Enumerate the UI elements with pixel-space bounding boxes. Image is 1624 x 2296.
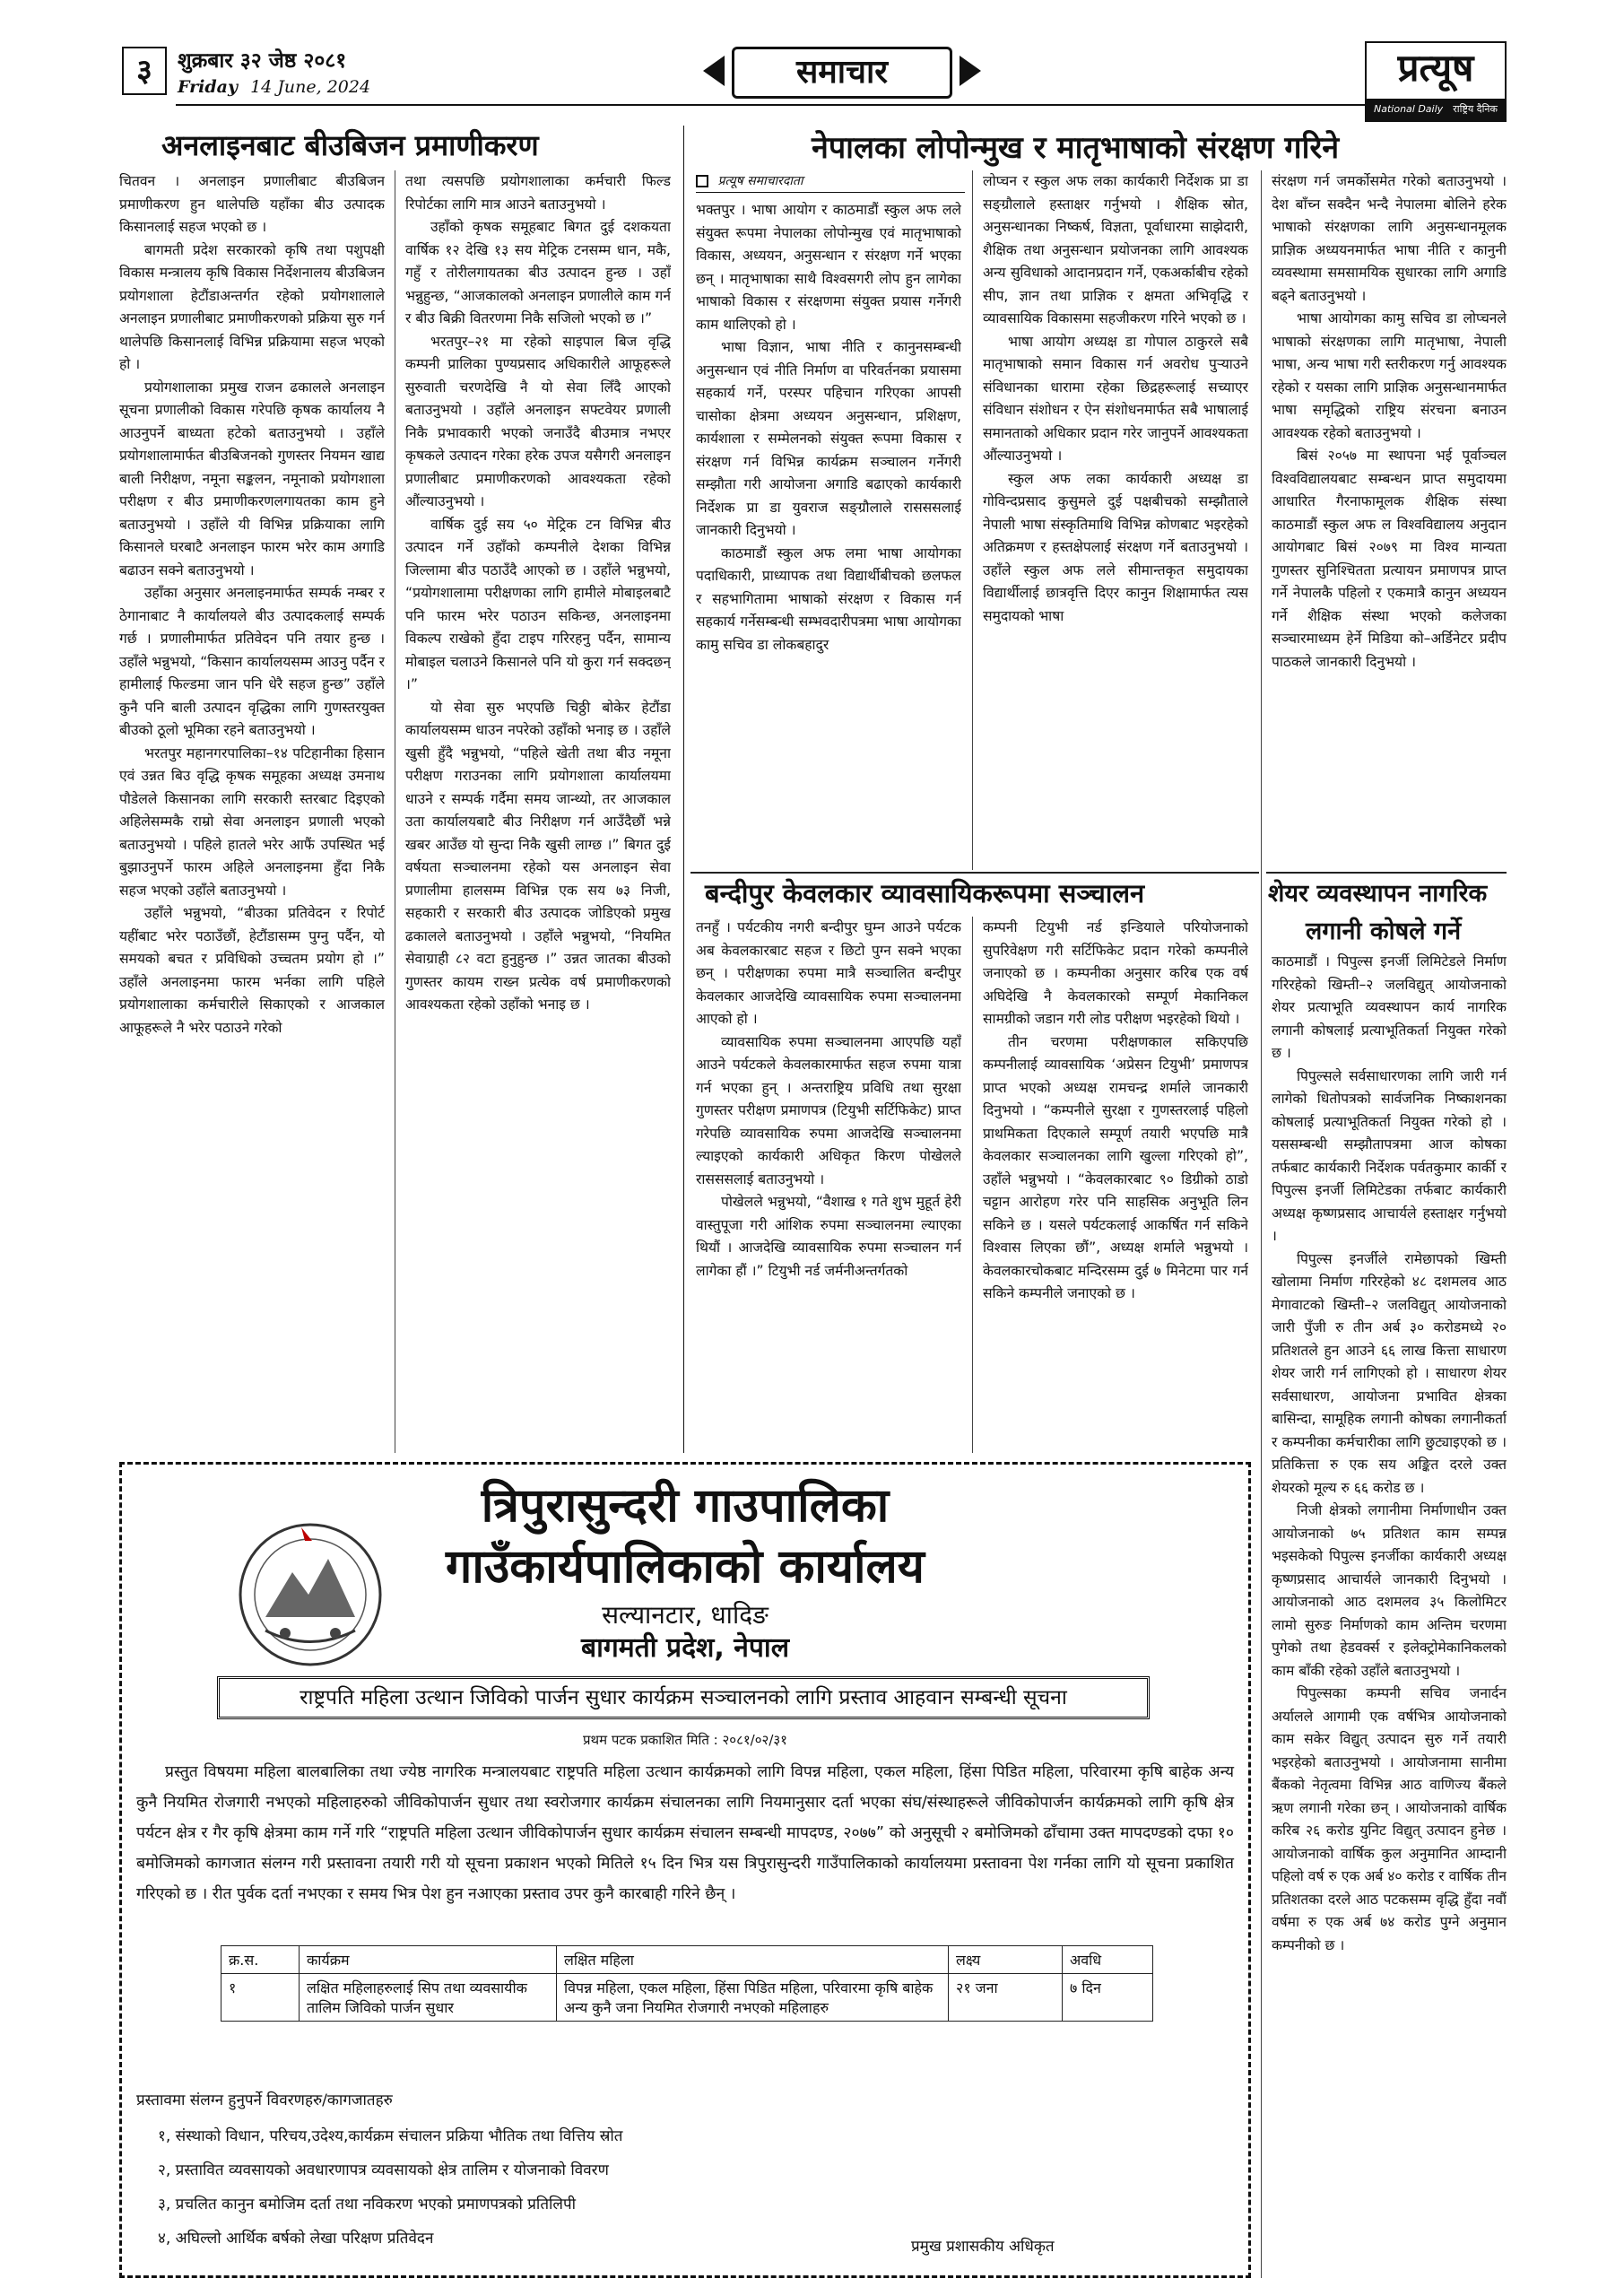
article2-paragraph: काठमाडौं स्कुल अफ लमा भाषा आयोगका पदाधिकारी, प्राध्यापक तथा विद्यार्थीबीचको छलफल र सहभागितामा भाषाको संरक्षण र विकास गर्न सहकार्य गर्नेसम्बन्धी सम्भवदारीपत्रमा भाषा आयोगका कामु सचिव डा लोकबहादुर xyxy=(696,544,961,653)
article2-headline: नेपालका लोपोन्मुख र मातृभाषाको संरक्षण गरिने xyxy=(812,130,1340,166)
table-header-row xyxy=(221,1946,1153,1974)
logo-sub-left: National Daily xyxy=(1374,103,1444,115)
article2-col2 xyxy=(983,170,1248,868)
article3-paragraph: तनहुँ । पर्यटकीय नगरी बन्दीपुर घुम्न आउने पर्यटक अब केवलकारबाट सहज र छिटो पुग्न सक्ने भएका छन् । परीक्षणका रुपमा मात्रै सञ्चालित बन्दीपुर केवलकार आजदेखि व्यावसायिक रुपमा सञ्चालनमा आएको हो । xyxy=(696,919,961,1027)
notice-list-title: प्रस्तावमा संलग्न हुनुपर्ने विवरणहरु/कागजातहरु xyxy=(136,2092,393,2109)
article1-paragraph: वार्षिक दुई सय ५० मेट्रिक टन विभिन्न बीउ उत्पादन गर्ने उहाँको कम्पनीले देशका विभिन्न जिल्लामा बीउ पठाउँदै आएको छ । उहाँले भन्नुभयो, “प्रयोगशालामा परीक्षणका लागि हामीले मोबाइलबाटै पनि फारम भरेर पठाउन सकिन्छ, अनलाइनमा विकल्प राखेको हुँदा टाइप गरिरहनु पर्दैन, सामान्य मोबाइल चलाउने किसानले पनि यो कुरा गर्न सक्दछन् ।” xyxy=(405,516,671,692)
notice-address1: सल्यानटार, धादिङ xyxy=(602,1600,769,1630)
article2-paragraph: बिसं २०५७ मा स्थापना भई पूर्वाञ्चल विश्वविद्यालयबाट सम्बन्धन प्राप्त समुदायमा आधारित गैरनाफामूलक शैक्षिक संस्था काठमाडौं स्कुल अफ ल विश्वविद्यालय अनुदान आयोगबाट बिसं २०७९ मा विश्व मान्यता गुणस्तर सुनिश्चितता प्रत्यायन प्रमाणपत्र प्राप्त गर्ने नेपालकै पहिलो र एकमात्रै कानुन अध्ययन गर्ने शैक्षिक संस्था भएको कलेजका सञ्चारमाध्यम हेर्ने मिडिया को–अर्डिनेटर प्रदीप पाठकले जानकारी दिनुभयो । xyxy=(1272,448,1507,670)
article3-col2 xyxy=(983,917,1248,1455)
article4-paragraph: काठमाडौं । पिपुल्स इनर्जी लिमिटेडले निर्माण गरिरहेको खिम्ती–२ जलविद्युत् आयोजनाको शेयर प्रत्याभूति व्यवस्थापन कार्य नागरिक लगानी कोषलाई प्रत्याभूतिकर्ता नियुक्त गरेको छ । xyxy=(1272,953,1507,1061)
notice-list xyxy=(158,2119,623,2256)
list-item: २, प्रस्तावित व्यवसायको अवधारणापत्र व्यवसायको क्षेत्र तालिम र योजनाको विवरण xyxy=(158,2161,609,2179)
article4-paragraph: पिपुल्सले सर्वसाधारणका लागि जारी गर्न लागेको धितोपत्रको सार्वजनिक निष्काशनका कोषलाई प्रत्याभूतिकर्ता नियुक्त गरेको हो । यससम्बन्धी सम्झौतापत्रमा आज कोषका तर्फबाट कार्यकारी निर्देशक पर्वतकुमार कार्की र पिपुल्स इनर्जी लिमिटेडका तर्फबाट कार्यकारी अध्यक्ष कृष्णप्रसाद आचार्यले हस्ताक्षर गर्नुभयो । xyxy=(1272,1067,1507,1244)
article2-byline xyxy=(696,172,803,189)
article1-paragraph: यो सेवा सुरु भएपछि चिठ्ठी बोकेर हेटौंडा कार्यालयसम्म धाउन नपरेको उहाँको भनाइ छ । उहाँले खुसी हुँदै भन्नुभयो, “पहिले खेती तथा बीउ नमूना परीक्षण गराउनका लागि प्रयोगशाला कार्यालयमा धाउने र सम्पर्क गर्दैमा समय जान्थ्यो, तर आजकाल उता कार्यालयबाटै बीउ निरीक्षण गर्न आउँदैछौं भन्ने खबर आउँछ यो सुन्दा निकै खुसी लाग्छ ।” बिगत दुई वर्षयता सञ्चालनमा रहेको यस अनलाइन सेवा प्रणालीमा हालसम्म विभिन्न एक सय ७३ निजी, सहकारी र सरकारी बीउ उत्पादक जोडिएको प्रमुख ढकालले बताउनुभयो । उहाँले भन्नुभयो, “नियमित सेवाग्राही ८२ वटा हुनुहुन्छ ।” उन्नत जातका बीउको गुणस्तर कायम राख्न प्रत्येक वर्ष प्रमाणीकरणको आवश्यकता रहेको उहाँको भनाइ छ । xyxy=(405,699,671,1013)
article2-paragraph: संरक्षण गर्न जमर्कोसमेत गरेको बताउनुभयो । देश बाँच्न सक्दैन भन्दै नेपालमा बोलिने हरेक भाषाको संरक्षणका लागि अनुसन्धानमूलक प्राज्ञिक अध्ययनमार्फत भाषा नीति र कानुनी व्यवस्थामा समसामयिक सुधारका लागि अगाडि बढ्ने बताउनुभयो । xyxy=(1272,173,1507,304)
article2-paragraph: भाषा आयोग अध्यक्ष डा गोपाल ठाकुरले सबै मातृभाषाको समान विकास गर्न अवरोध पुऱ्याउने संविधानका धारामा रहेका छिद्रहरूलाई सच्याएर संविधान संशोधन र ऐन संशोधनमार्फत सबै भाषालाई समानताको अधिकार प्रदान गरेर जानुपर्ने आवश्यकता औंल्याउनुभयो । xyxy=(983,333,1248,464)
notice-body: प्रस्तुत विषयमा महिला बालबालिका तथा ज्येष्ठ नागरिक मन्त्रालयबाट राष्ट्रपति महिला उत्थान कार्यक्रमको लागि विपन्न महिला, एकल महिला, हिंसा पिडित महिला, परिवारमा कृषि बाहेक अन्य कुनै नियमित रोजगारी नभएको महिलाहरुको जीविकोपार्जन सुधार तथा स्वरोजगार कार्यक्रम संचालनका लागि नियमानुसार दर्ता भएका संघ/संस्थाहरूले जीविकोपार्जन कार्यक्रमको लागि कृषि क्षेत्र पर्यटन क्षेत्र र गैर कृषि क्षेत्रमा काम गर्ने गरि “राष्ट्रपति महिला उत्थान जीविकोपार्जन सुधार कार्यक्रम संचालन सम्बन्धी मापदण्ड, २०७७” को अनुसूची २ बमोजिमको ढाँचामा उक्त मापदण्डको दफा १० बमोजिमको कागजात संलग्न गरी प्रस्तावना तयारी गरी यो सूचना प्रकाशन भएको मितिले १५ दिन भित्र यस त्रिपुरासुन्दरी गाउँपालिकाको कार्यालयमा प्रस्तावना पेश गर्नका लागि यो सूचना प्रकाशित गरिएको छ । रीत पुर्वक दर्ता नभएका र समय भित्र पेश हुन नआएका प्रस्ताव उपर कुनै कारबाही गरिने छैन् । xyxy=(136,1763,1234,1903)
logo-sub-bar xyxy=(1367,99,1505,120)
article1-col1 xyxy=(119,170,385,1457)
article4-paragraph: पिपुल्स इनर्जीले रामेछापको खिम्ती खोलामा निर्माण गरिरहेको ४८ दशमलव आठ मेगावाटको खिम्ती–२ जलविद्युत् आयोजनाको जारी पुँजी रु तीन अर्ब ३० करोडमध्ये २० प्रतिशतले हुन आउने ६६ लाख कित्ता साधारण शेयर जारी गर्न लागिएको हो । साधारण शेयर सर्वसाधारण, आयोजना प्रभावित क्षेत्रका बासिन्दा, सामूहिक लगानी कोषका लगानीकर्ता र कम्पनीका कर्मचारीका लागि छुट्याइएको छ । प्रतिकित्ता रु एक सय अङ्कित दरले उक्त शेयरको मूल्य रु ६६ करोड छ । xyxy=(1272,1250,1507,1496)
article2-col1 xyxy=(696,199,961,867)
column-divider xyxy=(972,170,973,870)
table-cell: १ xyxy=(221,1974,300,2022)
article3-paragraph: व्यावसायिक रुपमा सञ्चालनमा आएपछि यहाँ आउने पर्यटकले केवलकारमार्फत सहज रुपमा यात्रा गर्न भएका हुन् । अन्तराष्ट्रिय प्रविधि तथा सुरक्षा गुणस्तर परीक्षण प्रमाणपत्र (टियुभी सर्टिफिकेट) प्राप्त गरेपछि व्यावसायिक रुपमा आजदेखि सञ्चालनमा ल्याइएको कार्यकारी अधिकृत किरण पोखेलले रासससलाई बताउनुभयो । xyxy=(696,1033,961,1187)
article1-paragraph: उहाँले भन्नुभयो, “बीउका प्रतिवेदन र रिपोर्ट यहींबाट भरेर पठाउँछौं, हेटौंडासम्म पुग्नु पर्दैन, यो समयको बचत र प्रविधिको उच्चतम प्रयोग हो ।” उहाँले अनलाइनमा फारम भर्नका लागि पहिले प्रयोगशालाका कर्मचारीले सिकाएको र आजकाल आफूहरूले नै भरेर पठाउने गरेको xyxy=(119,905,385,1036)
section-label xyxy=(732,47,952,99)
list-item: १, संस्थाको विधान, परिचय,उदेश्य,कार्यक्रम संचालन प्रक्रिया भौतिक तथा वित्तिय स्रोत xyxy=(158,2127,623,2145)
article1-paragraph: प्रयोगशालाका प्रमुख राजन ढकालले अनलाइन सूचना प्रणालीको विकास गरेपछि कृषक कार्यालय नै आउनुपर्ने बाध्यता हटेको बताउनुभयो । उहाँले प्रयोगशालामार्फत बीउबिजनको गुणस्तर नियमन खाद्य बाली निरीक्षण, नमूना सङ्कलन, नमूनाको प्रयोगशाला परीक्षण र बीउ प्रमाणीकरणलगायतका काम हुने बताउनुभयो । उहाँले यी विभिन्न प्रक्रियाका लागि किसानले घरबाटै अनलाइन फारम भरेर काम अगाडि बढाउन सक्ने बताउनुभयो । xyxy=(119,378,385,578)
article2-paragraph: लोप्चन र स्कुल अफ लका कार्यकारी निर्देशक प्रा डा सङ्ग्रौलाले हस्ताक्षर गर्नुभयो । शैक्षिक स्रोत, अनुसन्धानका निष्कर्ष, विज्ञता, पूर्वाधारमा साझेदारी, शैक्षिक तथा अनुसन्धान प्रयोजनका लागि आवश्यक अन्य सुविधाको आदानप्रदान गर्ने, एकअर्काबीच रहेको सीप, ज्ञान तथा प्राज्ञिक र क्षमता अभिवृद्धि र व्यावसायिक विकासमा सहजीकरण गरिने भएको छ । xyxy=(983,173,1248,326)
article4-headline-line1: शेयर व्यवस्थापन नागरिक xyxy=(1268,880,1488,908)
byline-box-icon xyxy=(696,175,708,187)
article1-paragraph: बागमती प्रदेश सरकारको कृषि तथा पशुपक्षी विकास मन्त्रालय कृषि विकास निर्देशनालय बीउबिजन प्रयोगशाला हेटौंडाअन्तर्गत रहेको प्रयोगशालाले अनलाइन प्रणालीबाट प्रमाणीकरणको प्रक्रिया सुरु गर्न थालेपछि किसानलाई विभिन्न प्रक्रियामा सहज भएको हो । xyxy=(119,241,385,372)
date-english-day: Friday xyxy=(178,77,239,97)
page-number: ३ xyxy=(136,53,152,89)
article4-paragraph: निजी क्षेत्रको लगानीमा निर्माणाधीन उक्त आयोजनाको ७५ प्रतिशत काम सम्पन्न भइसकेको पिपुल्स इनर्जीका कार्यकारी अध्यक्ष कृष्णप्रसाद आचार्यले जानकारी दिनुभयो । आयोजनाको आठ दशमलव ३५ किलोमिटर लामो सुरुङ निर्माणको काम अन्तिम चरणमा पुगेको तथा हेडवर्क्स र इलेक्ट्रोमेकानिकलको काम बाँकी रहेको उहाँले बताउनुभयो । xyxy=(1272,1502,1507,1679)
table-row xyxy=(221,1974,1153,2022)
article4-paragraph: पिपुल्सका कम्पनी सचिव जनार्दन अर्यालले आगामी एक वर्षभित्र आयोजनाको काम सकेर विद्युत् उत्पादन सुरु गर्ने तयारी भइरहेको बताउनुभयो । आयोजनामा सानीमा बैंकको नेतृत्वमा विभिन्न आठ वाणिज्य बैंकले ऋण लगानी गरेका छन् । आयोजनाको वार्षिक करिब २६ करोड युनिट विद्युत् उत्पादन हुनेछ । आयोजनाको वार्षिक कुल अनुमानित आम्दानी पहिलो वर्ष रु एक अर्ब ४० करोड र वार्षिक तीन प्रतिशतका दरले आठ पटकसम्म वृद्धि हुँदा नवौं वर्षमा रु एक अर्ब ७४ करोड पुग्ने अनुमान कम्पनीको छ । xyxy=(1272,1685,1507,1953)
article2-paragraph: स्कुल अफ लका कार्यकारी अध्यक्ष डा गोविन्दप्रसाद कुसुमले दुई पक्षबीचको सम्झौताले नेपाली भाषा संस्कृतिमाथि विभिन्न कोणबाट भइरहेको अतिक्रमण र हस्तक्षेपलाई संरक्षण गर्ने बताउनुभयो । उहाँले स्कुल अफ लले सीमान्तकृत समुदायका विद्यार्थीलाई छात्रवृत्ति दिएर कानुन शिक्षामार्फत त्यस समुदायको भाषा xyxy=(983,470,1248,624)
article3-headline: बन्दीपुर केवलकार व्यावसायिकरूपमा सञ्चालन xyxy=(705,878,1145,909)
article2-paragraph: भक्तपुर । भाषा आयोग र काठमाडौं स्कुल अफ लले संयुक्त रूपमा नेपालका लोपोन्मुख एवं मातृभाषाको विकास, अध्ययन, अनुसन्धान र संरक्षण गर्ने भएका छन् । मातृभाषाका साथै विश्वसगरी लोप हुन लागेका भाषाको विकास र संरक्षणमा संयुक्त प्रयास गर्नेगरी काम थालिएको हो । xyxy=(696,202,961,333)
article1-paragraph: तथा त्यसपछि प्रयोगशालाका कर्मचारी फिल्ड रिपोर्टका लागि मात्र आउने बताउनुभयो । xyxy=(405,173,671,213)
column-divider xyxy=(683,126,684,1453)
article3-top-rule xyxy=(690,872,1259,874)
notice-box xyxy=(119,1462,1251,2278)
notice-title1: त्रिपुरासुन्दरी गाउपालिका xyxy=(481,1479,890,1533)
notice-subject-box xyxy=(217,1676,1150,1719)
notice-table xyxy=(221,1945,1153,2022)
logo-text: प्रत्यूष xyxy=(1397,46,1474,90)
notice-title2: गाउँकार्यपालिकाको कार्यालय xyxy=(446,1540,925,1594)
article1-col2 xyxy=(405,170,671,1457)
date-english-value: 14 June, 2024 xyxy=(250,77,371,97)
article3-paragraph: कम्पनी टियुभी नर्ड इन्डियाले परियोजनाको सुपरिवेक्षण गरी सर्टिफिकेट प्रदान गरेको कम्पनीले जनाएको छ । कम्पनीका अनुसार करिब एक वर्ष अघिदेखि नै केवलकारको सम्पूर्ण मेकानिकल सामग्रीको जडान गरी लोड परीक्षण भइरहेको थियो । xyxy=(983,919,1248,1027)
table-cell: विपन्न महिला, एकल महिला, हिंसा पिडित महिला, परिवारमा कृषि बाहेक अन्य कुनै जना नियमित रोजगारी नभएको महिलाहरु xyxy=(557,1974,949,2022)
date-nepali: शुक्रबार ३२ जेष्ठ २०८१ xyxy=(178,49,347,73)
logo xyxy=(1365,41,1507,122)
article1-paragraph: भरतपुर महानगरपालिका–१४ पटिहानीका हिसान एवं उन्नत बिउ वृद्धि कृषक समूहका अध्यक्ष उमनाथ पौडेलले किसानका लागि सरकारी स्तरबाट दिइएको अहिलेसम्मकै राम्रो सेवा अनलाइन प्रणाली भएको बताउनुभयो । पहिले हातले भरेर आफैं उपस्थित भई बुझाउनुपर्ने फारम अहिले अनलाइनमा हुँदा निकै सहज भएको उहाँले बताउनुभयो । xyxy=(119,744,385,899)
article2-col3 xyxy=(1272,170,1507,863)
column-divider xyxy=(1261,170,1262,2278)
date-english xyxy=(178,77,370,97)
article2-paragraph: भाषा विज्ञान, भाषा नीति र कानुनसम्बन्धी अनुसन्धान एवं नीति निर्माण वा परिवर्तनका प्रयासमा सहकार्य गर्ने, परस्पर पहिचान गरिएका आपसी चासोका क्षेत्रमा अध्ययन अनुसन्धान, प्रशिक्षण, कार्यशाला र सम्मेलनको संयुक्त रूपमा विकास र संरक्षण गर्न विभिन्न कार्यक्रम सञ्चालन गर्नेगरी सम्झौता गरी आयोजना अगाडि बढाएको कार्यकारी निर्देशक प्रा डा युवराज सङ्ग्रौलाले रासससलाई जानकारी दिनुभयो । xyxy=(696,339,961,538)
table-cell: लक्षित महिलाहरुलाई सिप तथा व्यवसायीक तालिम जिविको पार्जन सुधार xyxy=(300,1974,557,2022)
article1-paragraph: उहाँको कृषक समूहबाट बिगत दुई दशकयता वार्षिक १२ देखि १३ सय मेट्रिक टनसम्म धान, मकै, गहुँ र तोरीलगायतका बीउ उत्पादन हुन्छ । उहाँ भन्नुहुन्छ, “आजकालको अनलाइन प्रणालीले काम गर्न र बीउ बिक्री वितरणमा निकै सजिलो भएको छ ।” xyxy=(405,219,671,326)
section-label-text: समाचार xyxy=(795,54,889,91)
article1-paragraph: भरतपुर–२१ मा रहेको साइपाल बिज वृद्धि कम्पनी प्रालिका पुण्यप्रसाद अधिकारीले आफूहरूले सुरुवाती चरणदेखि नै यो सेवा लिँदै आएको बताउनुभयो । उहाँले अनलाइन सफ्टवेयर प्रणाली निकै प्रभावकारी भएको जनाउँदै बीउमात्र नभएर कृषकले उत्पादन गरेका हरेक उपज यसैगरी अनलाइन प्रणालीबाट प्रमाणीकरणको आवश्यकता रहेको औंल्याउनुभयो । xyxy=(405,333,671,509)
article1-paragraph: उहाँका अनुसार अनलाइनमार्फत सम्पर्क नम्बर र ठेगानाबाट नै कार्यालयले बीउ उत्पादकलाई सम्पर्क गर्छ । प्रणालीमार्फत प्रतिवेदन पनि तयार हुन्छ । उहाँले भन्नुभयो, “किसान कार्यालयसम्म आउनु पर्दैन र हामीलाई फिल्डमा जान पनि धेरै सहज हुन्छ” उहाँले कुनै पनि बाली उत्पादन वृद्धिका लागि गुणस्तरयुक्त बीउको ठूलो भूमिका रहने बताउनुभयो । xyxy=(119,585,385,738)
list-item: ३, प्रचलित कानुन बमोजिम दर्ता तथा नविकरण भएको प्रमाणपत्रको प्रतिलिपी xyxy=(158,2196,577,2213)
logo-sub-right: राष्ट्रिय दैनिक xyxy=(1453,103,1498,115)
article4-top-rule xyxy=(1266,872,1507,874)
article3-paragraph: पोखेलले भन्नुभयो, “वैशाख १ गते शुभ मुहूर्त हेरी वास्तुपूजा गरी आंशिक रुपमा सञ्चालनमा ल्याएका थियौं । आजदेखि व्यावसायिक रुपमा सञ्चालन गर्न लागेका हौं ।” टियुभी नर्ड जर्मनीअन्तर्गतको xyxy=(696,1194,961,1279)
byline-rule xyxy=(696,192,965,193)
article3-paragraph: तीन चरणमा परीक्षणकाल सकिएपछि कम्पनीलाई व्यावसायिक ‘अप्रेसन टियुभी’ प्रमाणपत्र प्राप्त भएको अध्यक्ष रामचन्द्र शर्माले जानकारी दिनुभयो । “कम्पनीले सुरक्षा र गुणस्तरलाई पहिलो प्राथमिकता दिएकाले सम्पूर्ण तयारी भएपछि मात्रै केवलकार सञ्चालनका लागि खुल्ला गरिएको हो”, उहाँले भन्नुभयो । “केवलकारबाट ९० डिग्रीको ठाडो चट्टान आरोहण गरेर पनि साहसिक अनुभूति लिन सकिने छ । यसले पर्यटकलाई आकर्षित गर्न सकिने विश्वास लिएका छौं”, अध्यक्ष शर्माले भन्नुभयो । केवलकारचोकबाट मन्दिरसम्म दुई ७ मिनेटमा पार गर्न सकिने कम्पनीले जनाएको छ । xyxy=(983,1033,1248,1301)
table-header: लक्षित महिला xyxy=(557,1946,949,1974)
masthead xyxy=(122,41,1503,122)
article4-body xyxy=(1272,951,1507,2276)
table-header: अवधि xyxy=(1063,1946,1153,1974)
table-header: कार्यक्रम xyxy=(300,1946,557,1974)
article1-paragraph: चितवन । अनलाइन प्रणालीबाट बीउबिजन प्रमाणीकरण हुन थालेपछि यहाँका बीउ उत्पादक किसानलाई सहज भएको छ । xyxy=(119,173,385,235)
byline-text: प्रत्यूष समाचारदाता xyxy=(717,174,803,188)
notice-address2: बागमती प्रदेश, नेपाल xyxy=(580,1632,790,1664)
article2-paragraph: भाषा आयोगका कामु सचिव डा लोप्चनले भाषाको संरक्षणका लागि मातृभाषा, नेपाली भाषा, अन्य भाषा गरी स्तरीकरण गर्नु आवश्यक रहेको र यसका लागि प्राज्ञिक अनुसन्धानमार्फत भाषा समृद्धिको राष्ट्रिय संरचना बनाउन आवश्यक रहेको बताउनुभयो । xyxy=(1272,310,1507,441)
notice-published: प्रथम पटक प्रकाशित मिति : २०८१/०२/३१ xyxy=(583,1732,787,1748)
table-cell: ७ दिन xyxy=(1063,1974,1153,2022)
top-rule xyxy=(176,104,1431,106)
section-left-arrow-icon xyxy=(703,56,725,86)
list-item: ४, अघिल्लो आर्थिक बर्षको लेखा परिक्षण प्रतिवेदन xyxy=(158,2230,434,2248)
article3-col1 xyxy=(696,917,961,1455)
column-divider xyxy=(972,917,973,1453)
table-cell: २१ जना xyxy=(949,1974,1063,2022)
table-header: क्र.स. xyxy=(221,1946,300,1974)
notice-subject: राष्ट्रपति महिला उत्थान जिविको पार्जन सुधार कार्यक्रम सञ्चालनको लागि प्रस्ताव आहवान सम्बन्धी सूचना xyxy=(300,1686,1067,1709)
table-header: लक्ष्य xyxy=(949,1946,1063,1974)
article1-headline: अनलाइनबाट बीउबिजन प्रमाणीकरण xyxy=(161,128,539,162)
page-number-box xyxy=(122,47,167,95)
section-right-arrow-icon xyxy=(960,56,981,86)
article4-headline-line2: लगानी कोषले गर्ने xyxy=(1306,918,1462,945)
notice-signature: प्रमुख प्रशासकीय अधिकृत xyxy=(911,2238,1055,2256)
